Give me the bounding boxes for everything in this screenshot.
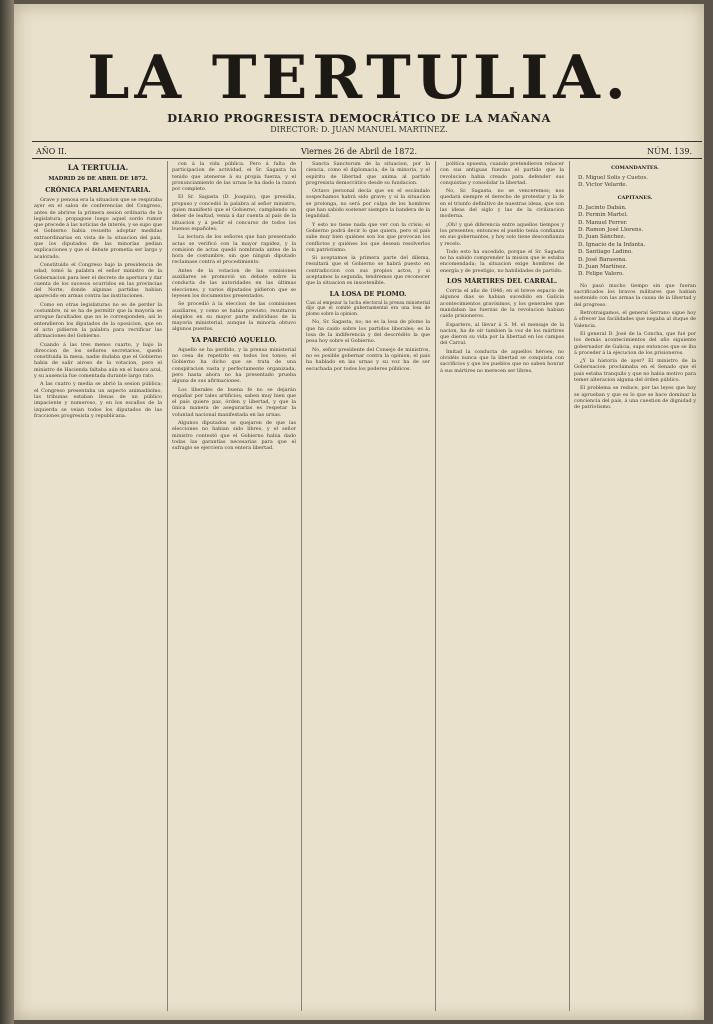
paragraph: Se procedió á la eleccion de las comisiones auxiliares, y como se habia previsto, resultaron elegidos en su mayor parte individuos de la mayoría ministerial, aunque la minoría obtuvo algunos puestos. xyxy=(172,301,296,333)
paragraph: Y esto no tiene nada que ver con la crisis; el Gobierno podrá decir lo que quiera, pero el país sabe muy bien quiénes son los que provocan los conflictos y quiénes los que desean resolverlos con patriotismo. xyxy=(306,221,430,253)
list-item: D. José Barasona. xyxy=(578,256,627,263)
paragraph: Los liberales de buena fe no se dejarán engañar por tales artificios; saben muy bien que el país quiere paz, órden y libertad, y que la única manera de asegurarlas es respetar la voluntad nacional manifestada en las urnas. xyxy=(172,386,296,418)
masthead-director: DIRECTOR: D. JUAN MANUEL MARTINEZ. xyxy=(270,125,448,134)
list-item: D. Ignacio de la Infanta. xyxy=(578,241,646,248)
paragraph: Todo esto ha sucedido, porque el Sr. Sagasta no ha sabido comprender la mision que le estaba encomendada; la situacion exige hombres de energía y de prestigio, no habilidades de partido. xyxy=(440,248,564,274)
paragraph: Corria el año de 1846; en el breve espacio de algunos dias se habian sucedido en Galicia acontecimientos gravísimos, y los generales que mandaban las fuerzas de la revolucion habian caido prisioneros. xyxy=(440,288,564,320)
column-1 xyxy=(34,161,162,1011)
list-heading: COMANDANTES. xyxy=(611,165,659,171)
list-item: D. Juan Sánchez. xyxy=(578,234,626,241)
column-separator xyxy=(569,161,570,1011)
column-4 xyxy=(440,161,564,1011)
paragraph: El general D. José de la Concha, que fué por los demás acontecimientos del año siguiente gobernador de Galicia, supo entonces que se iba á proceder á la ejecucion de los prisioneros. xyxy=(574,330,696,356)
paragraph: No, Sr. Sagasta, no se venceremos; nos quedará siempre el derecho de protestar y la fe en el triunfo definitivo de nuestras ideas, que son las ideas del siglo y las de la civilizacion moderna. xyxy=(440,188,564,220)
list-item: D. Fermin Martel. xyxy=(578,212,628,219)
editorial-title: LA TERTULIA. xyxy=(67,163,129,172)
editorial-dateline: MADRID 26 DE ABRIL DE 1872. xyxy=(48,176,148,182)
list-item: D. Jacinto Dabán. xyxy=(578,204,627,211)
officer-list xyxy=(578,205,696,279)
paragraph: Como en otras legislaturas no es de perder la costumbre, ni se ha de permitir que la mayoría se arrogue facultades que no le corresponden; así lo entendieron los diputados de la oposicion, que en el acto pidieron la palabra para rectificar las afirmaciones del Gobierno. xyxy=(34,301,162,340)
list-item: D. Manuel Ferrer. xyxy=(578,219,628,226)
paragraph: Octavo personal decia que en el escándalo sospechamos habrá sido grave; y si la situacion se prolonga, no será por culpa de los hombres que han sabido sostener siempre la bandera de la legalidad. xyxy=(306,188,430,220)
column-separator xyxy=(301,161,302,1011)
article-title: YA PARECIÓ AQUELLO. xyxy=(191,335,277,344)
paragraph: Si aceptamos la primera parte del dilema, resultará que el Gobierno se habrá puesto en contradiccion con sus propios actos, y si aceptamos la segunda, tendremos que reconocer que la situacion es insostenible. xyxy=(306,255,430,287)
header-bottom-rule xyxy=(32,158,702,159)
issue-date: Viernes 26 de Abril de 1872. xyxy=(300,147,418,156)
column-separator xyxy=(167,161,168,1011)
masthead-title: LA TERTULIA. xyxy=(87,43,631,113)
top-rule xyxy=(32,141,702,142)
list-item: D. Miguel Solis y Cuetos. xyxy=(578,175,649,181)
paragraph: No, Sr. Sagasta, no; no es la losa de plomo la que ha caido sobre los partidos liberales; es la losa de la indiferencia y del descrédito la que pesa hoy sobre el Gobierno. xyxy=(306,319,430,345)
book-spine xyxy=(0,0,14,1024)
paragraph: con á la vida pública. Pero á falta de participacion de actividad, el Sr. Sagasta ha tenido que atenerse á su propia fuerza, y el pronunciamiento de las urnas le ha dado la razon por completo. xyxy=(172,161,296,193)
paragraph: Constituido el Congreso bajo la presidencia de edad, tomó la palabra el señor ministro de la Gobernacion para leer el decreto de apertura y dar cuenta de los sucesos ocurridos en las provincias del Norte, donde algunas partidas habian aparecido en armas contra las instituciones. xyxy=(34,261,162,300)
paragraph: ¿Y la historia de ayer? El ministro de la Gobernacion proclamaba en el Senado que el país estaba tranquilo y que no habia motivo para temer alteracion alguna del órden público. xyxy=(574,358,696,384)
newspaper-page xyxy=(14,4,704,1020)
list-item: D. Victor Velarde. xyxy=(578,182,628,189)
paragraph: ¡Oh! y qué diferencia entre aquellos tiempos y los presentes; entonces el pueblo tenia confianza en sus gobernantes, y hoy solo tiene desconfianza y recelo. xyxy=(440,221,564,247)
paragraph: Espartero, al llevar á S. M. el mensaje de la nacion, ha de oir tambien la voz de los mártires que dieron su vida por la libertad en los campos del Carral. xyxy=(440,321,564,347)
paragraph: Sancta Sanctorum de la situacion, por la ciencia, como el diplomacia, de la minoria, y el espíritu de libertad que anima al partido progresista democrático desde su fundacion. xyxy=(306,161,430,186)
epigraph: Casi al empezar la lucha electoral la prensa ministerial dijo que el comité gubernamental era una losa de plomo sobre la opinion. xyxy=(306,300,430,317)
column-2 xyxy=(172,161,296,1011)
paragraph: El Sr. Sagasta (D. Joaquin), que presidia, propuso y concedió la palabra al señor ministro, quien manifestó que el Gobierno, cumpliendo un deber de lealtad, venia á dar cuenta al país de la situacion y á pedir el concurso de todos los buenos españoles. xyxy=(172,194,296,232)
paragraph: Cuando á las tres menos cuarto, y bajo la direccion de los señores secretarios, quedó constituida la mesa, nadie dudaba que el Gobierno habia de salir airoso de la votacion, pero el ministro de Hacienda faltaba aún en el banco azul, y su ausencia fue comentada durante largo rato. xyxy=(34,341,162,380)
paragraph: No pasó mucho tiempo sin que fueran sacrificados los bravos militares que habian sostenido con las armas la causa de la libertad y del progreso. xyxy=(574,282,696,308)
article-title: LOS MÁRTIRES DEL CARRAL. xyxy=(446,277,558,286)
paragraph: Aquello se ha perdido, y la prensa ministerial no cesa de repetirlo en todos los tonos; el Gobierno ha dicho que se trata de una conspiracion vasta y perfectamente organizada, pero hasta ahora no ha presentado prueba alguna de sus afirmaciones. xyxy=(172,346,296,385)
paragraph: Algunos diputados se quejaron de que las elecciones no habian sido libres, y el señor ministro contestó que el Gobierno habia dado todas las garantías necesarias para que el sufragio se ejerciera con entera libertad. xyxy=(172,419,296,452)
issue-number: NÚM. 139. xyxy=(647,147,692,156)
paragraph: No, señor presidente del Consejo de ministros, no es posible gobernar contra la opinion; el país ha hablado en las urnas y su voz ha de ser escuchada por todos los poderes públicos. xyxy=(306,346,430,372)
article-title: LA LOSA DE PLOMO. xyxy=(329,289,407,298)
paragraph: Antes de la votacion de las comisiones auxiliares se promovió un debate sobre la conducta de las autoridades en las últimas elecciones, y varios diputados pidieron que se leyesen los documentos presentados. xyxy=(172,267,296,299)
paragraph: El problema se reduce, por las leyes que hoy se aprueban y que es lo que se hace dominar la conciencia del país, á una cuestion de dignidad y de patriotismo. xyxy=(574,385,696,411)
section-title: CRÓNICA PARLAMENTARIA. xyxy=(45,186,151,194)
paragraph: Imitad la conducta de aquellos héroes; no olvidéis nunca que la libertad se conquista con sacrificios y que los pueblos que no saben honrar á sus mártires no merecen ser libres. xyxy=(440,348,564,374)
column-separator xyxy=(435,161,436,1011)
masthead-subtitle: DIARIO PROGRESISTA DEMOCRÁTICO DE LA MAÑANA xyxy=(167,111,551,125)
list-item: D. Felipe Valero. xyxy=(578,271,624,278)
issue-year: AÑO II. xyxy=(36,147,67,156)
list-item: D. Juan Martínez. xyxy=(578,264,627,271)
paragraph: A las cuatro y media se abrió la sesion pública; el Congreso presentaba un aspecto animadísimo, las tribunas estaban llenas de un público impaciente y numeroso, y en los escaños de la izquierda se veian todos los diputados de las fracciones progresista y republicana. xyxy=(34,381,162,419)
column-3 xyxy=(306,161,430,1011)
paragraph: La lectura de los señores que han presentado actas se verificó con la mayor rapidez, y la comision de actas quedó nombrada antes de la hora de costumbre, sin que ningun diputado reclamase contra el procedimiento. xyxy=(172,234,296,266)
list-item: D. Santiago Ladino. xyxy=(578,249,633,256)
list-item: D. Ramon José Llorens. xyxy=(578,227,644,234)
column-5 xyxy=(574,161,696,1011)
officer-list xyxy=(578,175,696,190)
list-heading: CAPITANES. xyxy=(617,194,653,201)
paragraph: Grave y penosa era la situacion que se respiraba ayer en el salon de conferencias del Congreso, antes de abrirse la primera sesion ordinaria de la legislatura; propagose luego aquel sordo rumor que precede á las noticias de interés, y se supo que el Gobierno habia resuelto adoptar medidas extraordinarias en vista de la situacion del país, que los diputados de las minorías pedian explicaciones y que el debate prometia ser largo y acalorado. xyxy=(34,197,162,260)
paragraph: politica opuesta, cuando pretendieron rehacer con sus antiguas fuerzas el partido que la revolucion habia creado para defender sus conquistas y consolidar la libertad. xyxy=(440,161,564,186)
paragraph: Retrotraigamos, el general Serrano sigue hoy á ofrecer las facilidades que negaba al duque de Valencia. xyxy=(574,310,696,329)
